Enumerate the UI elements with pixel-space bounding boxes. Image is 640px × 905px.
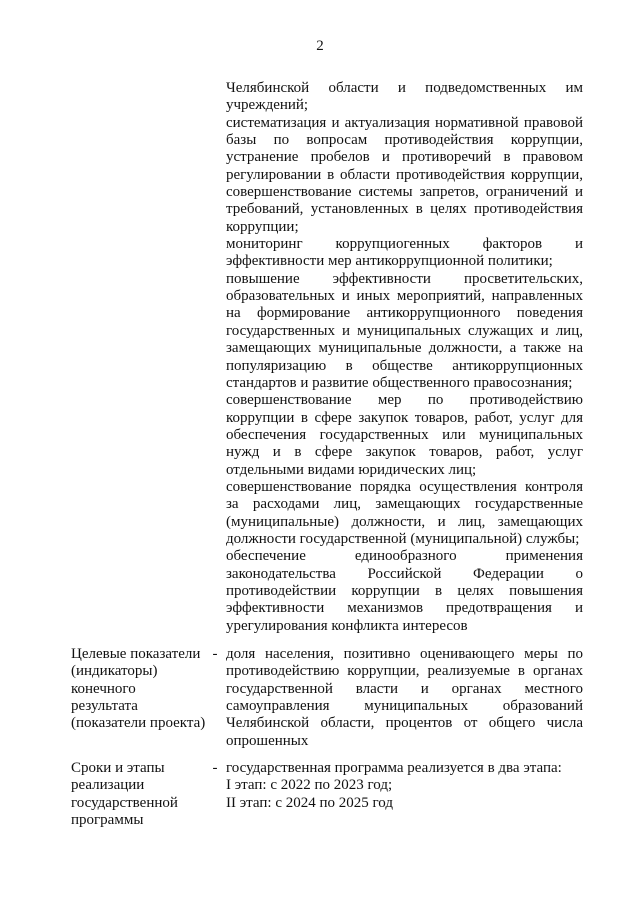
page-number: 2 — [316, 38, 324, 54]
timeline-line: II этап: с 2024 по 2025 год — [226, 794, 393, 811]
timeline-label: Сроки и этапы реализации государственной программы — [71, 760, 178, 829]
target-indicators-label: Целевые показатели (индикаторы) конечного результата (показатели проекта) — [71, 646, 206, 732]
list-item: мониторинг коррупциогенных факторов и эффективности мер антикоррупционной политики; — [226, 236, 583, 270]
timeline-line: I этап: с 2022 по 2023 год; — [226, 777, 393, 794]
dash-separator: - — [212, 760, 218, 776]
list-item: обеспечение единообразного применения законодательства Российской Федерации о противодействии коррупции в целях повышения эффективности механизмов предотвращения и урегулирования конфликта интересов — [226, 548, 583, 634]
list-item: совершенствование порядка осуществления контроля за расходами лиц, замещающих государственные (муниципальные) должности, и лиц, замещающих должности государственной (муниципальной) службы; — [226, 478, 583, 547]
timeline-value — [226, 760, 583, 812]
list-item: повышение эффективности просветительских, образовательных и иных мероприятий, направленных на формирование антикоррупционного поведения государственных и муниципальных служащих и лиц, замещающих муниципальные должности, а также на популяризацию в обществе антикоррупционных стандартов и развитие общественного правосознания; — [226, 270, 583, 391]
target-indicators-value: доля населения, позитивно оценивающего меры по противодействию коррупции, реализуемые в органах государственной власти и органах местного самоуправления муниципальных образований Челябинской области, процентов от общего числа опрошенных — [226, 646, 583, 749]
dash-separator: - — [212, 646, 218, 662]
list-item: Челябинской области и подведомственных им учреждений; — [226, 80, 583, 114]
goals-list-continued — [226, 80, 583, 635]
list-item: совершенствование мер по противодействию коррупции в сфере закупок товаров, работ, услуг для обеспечения государственных или муниципальных нужд и в сфере закупок товаров, работ, услуг отдельными видами юридических лиц; — [226, 392, 583, 478]
timeline-line: государственная программа реализуется в два этапа: — [226, 760, 562, 776]
list-item: систематизация и актуализация нормативной правовой базы по вопросам противодействия коррупции, устранение пробелов и противоречий в правовом регулировании в области противодействия коррупции, совершенствование системы запретов, ограничений и требований, установленных в целях противодействия коррупции; — [226, 114, 583, 235]
